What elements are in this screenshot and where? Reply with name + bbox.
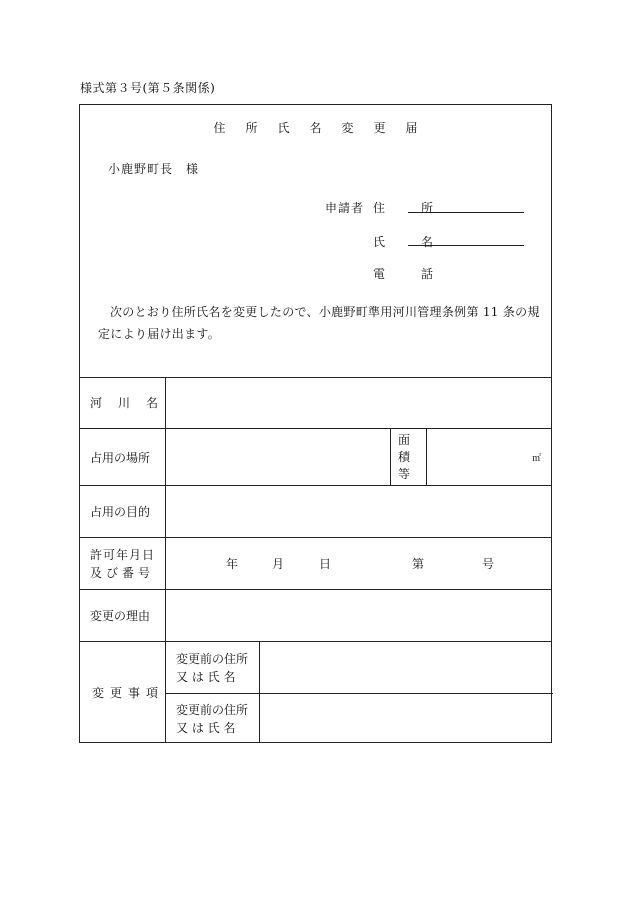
input-occupancy-purpose[interactable] [166,486,551,537]
date-year: 年 [226,557,239,571]
subrow-before-2 [166,694,553,743]
row-occupancy-place [80,429,551,486]
label-before-2 [166,694,260,743]
label-area: 面積等 [397,433,410,481]
input-before-2[interactable] [260,694,553,743]
date-month: 月 [272,557,285,571]
label-river-name: 河 川 名 [80,377,166,428]
label-permit-date [80,538,166,589]
label-change-items: 変更事項 [80,642,166,742]
label-permit-line1: 許可年月日 [90,547,156,562]
label-before-1-line1: 変更前の住所 [176,651,249,666]
label-before-2-line2: 又 は 氏 名 [176,720,236,735]
square-meter-unit: ㎡ [532,454,542,464]
subrow-before-1 [166,642,553,694]
number-prefix: 第 [412,557,425,571]
row-change-items [80,642,551,742]
row-permit-date [80,538,551,590]
row-change-reason [80,590,551,642]
input-occupancy-place[interactable] [166,429,390,485]
form-number: 様式第３号(第５条関係) [80,81,216,95]
divider [390,429,391,485]
row-river-name [80,377,551,429]
label-before-1-line2: 又 は 氏 名 [176,669,236,684]
phone-label: 電 話 [373,267,446,281]
addressee: 小鹿野町長 様 [108,162,200,176]
address-label: 住 所 [373,201,446,215]
input-before-1[interactable] [260,642,553,693]
date-day: 日 [319,557,332,571]
form-title: 住所氏名変更届 [213,121,438,135]
row-occupancy-purpose [80,486,551,538]
address-field-line[interactable] [408,211,524,213]
label-before-1 [166,642,260,693]
input-change-reason[interactable] [166,590,551,641]
label-change-reason: 変更の理由 [80,590,166,641]
label-occupancy-purpose: 占用の目的 [80,486,166,537]
name-label: 氏 名 [373,235,446,249]
label-permit-line2: 及び番号 [90,565,155,580]
statement-text: 次のとおり住所氏名を変更したので、小鹿野町準用河川管理条例第 11 条の規定により届け出ます。 [98,305,540,341]
number-suffix: 号 [482,557,495,571]
label-occupancy-place: 占用の場所 [80,429,166,485]
input-river-name[interactable] [166,377,551,428]
name-field-line[interactable] [408,244,524,246]
form-header-section [80,105,551,378]
label-before-2-line1: 変更前の住所 [176,702,249,717]
form-frame [79,104,552,743]
applicant-label: 申請者 [325,201,365,215]
